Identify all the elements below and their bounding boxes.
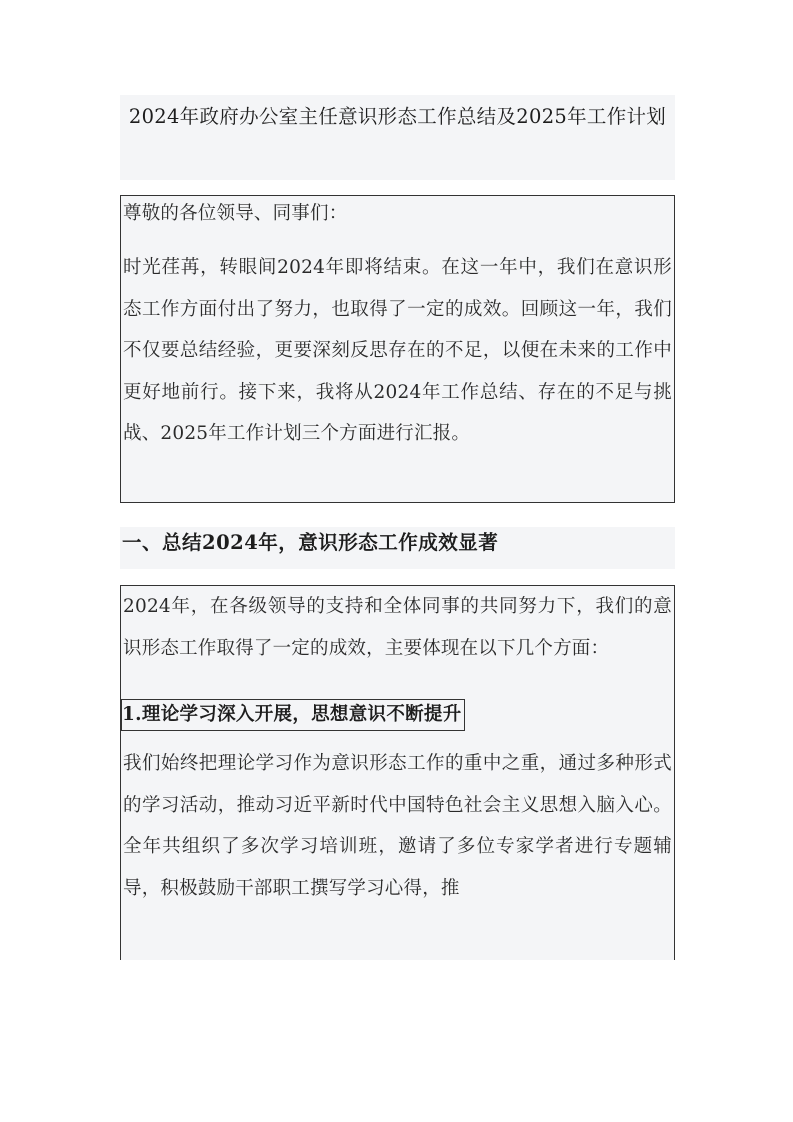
- subsection-heading: 1.理论学习深入开展，思想意识不断提升: [121, 699, 465, 731]
- subsection-paragraph: 我们始终把理论学习作为意识形态工作的重中之重，通过多种形式的学习活动，推动习近平新时代中国特色社会主义思想入脑入心。全年共组织了多次学习培训班，邀请了多位专家学者进行专题辅导，积极鼓励干部职工撰写学习心得，推: [123, 753, 672, 899]
- section-body: [120, 585, 675, 960]
- intro-block: [120, 195, 675, 503]
- section-heading: 一、总结2024年，意识形态工作成效显著: [120, 527, 675, 569]
- greeting: 尊敬的各位领导、同事们：: [123, 203, 348, 224]
- document-title: 2024年政府办公室主任意识形态工作总结及2025年工作计划: [120, 95, 675, 180]
- intro-paragraph: 时光荏苒，转眼间2024年即将结束。在这一年中，我们在意识形态工作方面付出了努力，也取得了一定的成效。回顾这一年，我们不仅要总结经验，更要深刻反思存在的不足，以便在未来的工作中更好地前行。接下来，我将从2024年工作总结、存在的不足与挑战、2025年工作计划三个方面进行汇报。: [123, 257, 672, 444]
- section-intro: 2024年，在各级领导的支持和全体同事的共同努力下，我们的意识形态工作取得了一定的成效，主要体现在以下几个方面：: [123, 596, 672, 659]
